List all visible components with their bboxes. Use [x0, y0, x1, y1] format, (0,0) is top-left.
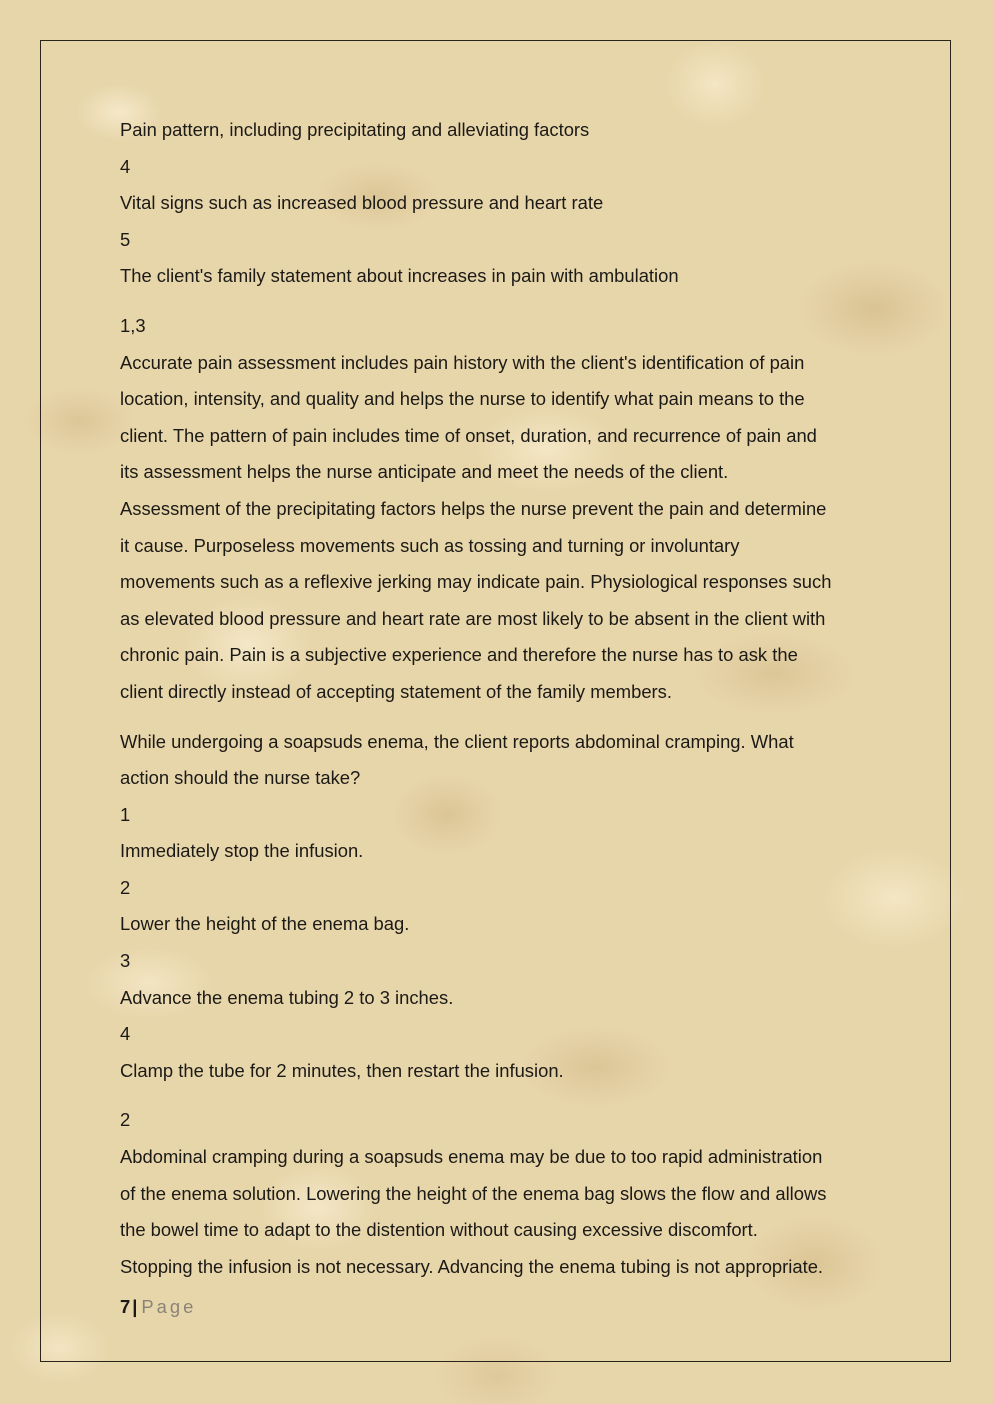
rationale-line: Assessment of the precipitating factors helps the nurse prevent the pain and determine	[120, 497, 827, 519]
rationale-line: client. The pattern of pain includes time of onset, duration, and recurrence of pain and	[120, 424, 817, 446]
option-text: Immediately stop the infusion.	[120, 840, 364, 862]
spacer	[120, 295, 870, 308]
rationale-paragraph	[120, 1139, 870, 1285]
answer-key: 2	[120, 1109, 131, 1131]
page-number: 7	[120, 1296, 131, 1317]
footer-separator: |	[132, 1296, 138, 1317]
rationale-line: chronic pain. Pain is a subjective experience and therefore the nurse has to ask the	[120, 644, 798, 666]
rationale-paragraph	[120, 345, 870, 711]
question-line: While undergoing a soapsuds enema, the client reports abdominal cramping. What	[120, 730, 794, 752]
rationale-line: as elevated blood pressure and heart rate are most likely to be absent in the client with	[120, 607, 826, 629]
option-text: Pain pattern, including precipitating and alleviating factors	[120, 119, 590, 140]
rationale-line: Accurate pain assessment includes pain history with the client's identification of pain	[120, 351, 805, 373]
question-stem	[120, 724, 870, 797]
rationale-line: location, intensity, and quality and helps the nurse to identify what pain means to the	[120, 388, 805, 410]
option-number: 1	[120, 803, 131, 825]
answer-options	[120, 797, 870, 1090]
page-footer	[120, 1294, 196, 1320]
option-number: 4	[120, 155, 131, 177]
option-number: 2	[120, 876, 131, 898]
spacer	[120, 1089, 870, 1102]
rationale-line: Stopping the infusion is not necessary. Advancing the enema tubing is not appropriate.	[120, 1255, 824, 1277]
option-text: The client's family statement about increases in pain with ambulation	[120, 265, 679, 287]
option-text: Advance the enema tubing 2 to 3 inches.	[120, 986, 454, 1008]
rationale-line: Abdominal cramping during a soapsuds enema may be due to too rapid administration	[120, 1146, 823, 1168]
spacer	[120, 711, 870, 724]
option-number: 4	[120, 1023, 131, 1045]
option-text: Lower the height of the enema bag.	[120, 913, 410, 935]
answer-key: 1,3	[120, 314, 146, 336]
option-number: 5	[120, 228, 131, 250]
page-content	[120, 112, 870, 1285]
rationale-line: its assessment helps the nurse anticipate and meet the needs of the client.	[120, 461, 729, 483]
page-label: Page	[141, 1296, 197, 1317]
rationale-line: movements such as a reflexive jerking may indicate pain. Physiological responses such	[120, 571, 832, 593]
rationale-line: of the enema solution. Lowering the height of the enema bag slows the flow and allows	[120, 1182, 827, 1204]
rationale-line: it cause. Purposeless movements such as tossing and turning or involuntary	[120, 534, 740, 556]
question-line: action should the nurse take?	[120, 767, 361, 789]
option-number: 3	[120, 950, 131, 972]
option-text: Vital signs such as increased blood pressure and heart rate	[120, 192, 604, 214]
rationale-line: the bowel time to adapt to the distention without causing excessive discomfort.	[120, 1219, 758, 1241]
rationale-line: client directly instead of accepting statement of the family members.	[120, 680, 672, 702]
option-text: Clamp the tube for 2 minutes, then restart the infusion.	[120, 1059, 564, 1081]
